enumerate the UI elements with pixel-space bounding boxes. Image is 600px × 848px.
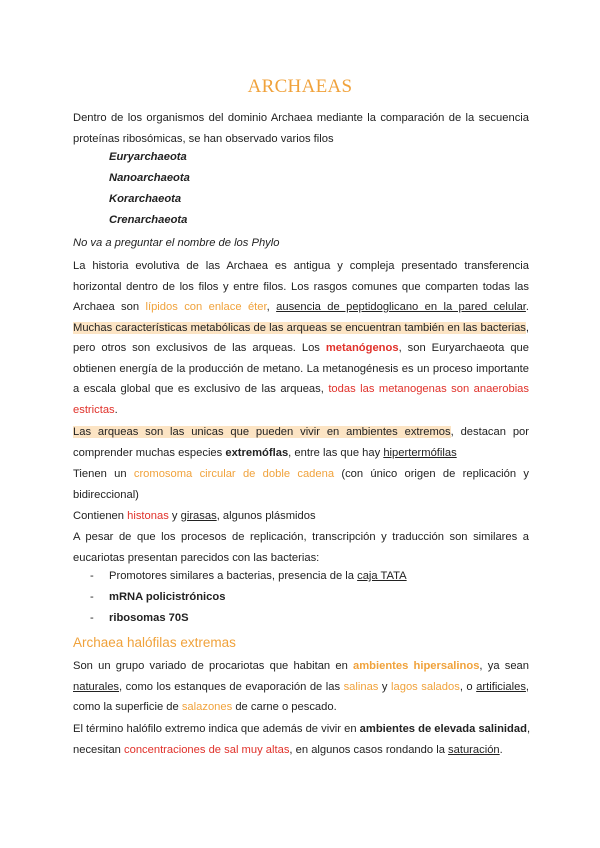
bullet-marker: - bbox=[90, 612, 94, 624]
text-span: Archaea son bbox=[73, 301, 146, 313]
intro-line: proteínas ribosómicas, se han observado varios filos bbox=[73, 132, 334, 145]
phylum-item: Nanoarchaeota bbox=[109, 172, 190, 184]
natural-term: naturales bbox=[73, 680, 120, 693]
text-span: , o bbox=[459, 680, 477, 693]
history-line bbox=[73, 338, 529, 359]
salt-lakes-term: lagos salados bbox=[391, 680, 460, 693]
text-span: (con único origen de replicación y bbox=[334, 468, 529, 480]
highlighted-text: Las arqueas son las unicas que pueden vivir en ambientes extremos bbox=[73, 426, 451, 438]
histones-term: histonas bbox=[127, 510, 169, 522]
phylum-item: Crenarchaeota bbox=[109, 214, 188, 226]
history-line bbox=[73, 297, 529, 318]
extremes-paragraph bbox=[73, 422, 529, 463]
text-span: . bbox=[499, 743, 503, 756]
bullet-marker: - bbox=[90, 591, 94, 603]
text-span: como la superficie de bbox=[73, 701, 182, 713]
text-span: comprender muchas especies bbox=[73, 446, 226, 459]
extremes-line bbox=[73, 443, 529, 464]
ether-lipids-term: lípidos con enlace éter bbox=[145, 301, 267, 313]
text-span: . bbox=[525, 301, 530, 313]
text-span: Contienen bbox=[73, 510, 128, 522]
text-span: El término halófilo extremo indica que además de vivir en bbox=[73, 723, 360, 735]
histones-line bbox=[73, 506, 529, 527]
history-line bbox=[73, 400, 529, 421]
replication-line: A pesar de que los procesos de replicación, transcripción y traducción son similares a bbox=[73, 531, 529, 543]
halophiles-line bbox=[73, 656, 529, 677]
text-span: Son un grupo variado de procariotas que habitan en bbox=[73, 660, 353, 672]
gyrases-term: girasas bbox=[180, 510, 217, 522]
text-span: necesitan bbox=[73, 743, 124, 756]
bullet-item bbox=[109, 570, 407, 582]
text-span: , como los estanques de evaporación de las bbox=[119, 680, 344, 693]
saturation-term: saturación bbox=[448, 743, 500, 756]
intro-paragraph bbox=[73, 108, 529, 149]
definition-line bbox=[73, 740, 529, 761]
salazones-term: salazones bbox=[181, 701, 233, 713]
note-text: No va a preguntar el nombre de los Phylo bbox=[73, 237, 280, 249]
page-title: ARCHAEAS bbox=[247, 76, 353, 97]
text-span: a escala global que es exclusivo de las arqueas, bbox=[73, 383, 329, 395]
halophiles-line bbox=[73, 677, 529, 698]
text-span: , ya sean bbox=[479, 660, 529, 672]
text-span: , bbox=[266, 301, 277, 313]
circular-chromosome-term: cromosoma circular de doble cadena bbox=[133, 468, 335, 480]
text-span: . bbox=[114, 403, 118, 416]
chromosome-paragraph bbox=[73, 464, 529, 505]
text-span: , bbox=[526, 723, 531, 735]
history-paragraph bbox=[73, 256, 529, 420]
phylum-item: Korarchaeota bbox=[109, 193, 182, 205]
high-salinity-term: ambientes de elevada salinidad bbox=[359, 723, 527, 735]
history-line bbox=[73, 318, 529, 339]
artificial-term: artificiales bbox=[476, 680, 526, 693]
text-span: , son Euryarchaeota que bbox=[398, 342, 530, 354]
text-span: de carne o pescado. bbox=[232, 701, 337, 713]
chromosome-line bbox=[73, 464, 529, 485]
text-span: , en algunos casos rondando la bbox=[289, 743, 449, 756]
salinas-term: salinas bbox=[343, 680, 379, 693]
anaerobic-term: todas las metanogenas son anaerobias bbox=[328, 383, 530, 395]
text-span: , destacan por bbox=[450, 426, 529, 438]
text-span: , bbox=[525, 321, 529, 334]
intro-line: Dentro de los organismos del dominio Archaea mediante la comparación de la secuencia bbox=[73, 112, 529, 124]
hyperthermophiles-term: hipertermófilas bbox=[383, 446, 457, 459]
hypersaline-term: ambientes hipersalinos bbox=[352, 660, 480, 672]
bullet-marker: - bbox=[90, 570, 94, 582]
replication-line: eucariotas presentan parecidos con las bacterias: bbox=[73, 551, 320, 564]
text-span: Tienen un bbox=[73, 468, 134, 480]
highlighted-text: Muchas características metabólicas de las arqueas se encuentran también en las bacterias bbox=[73, 321, 526, 334]
bullet-item: mRNA policistrónicos bbox=[109, 591, 226, 603]
section-heading: Archaea halófilas extremas bbox=[73, 635, 236, 650]
text-span: pero otros son exclusivos de las arqueas. Los bbox=[73, 342, 326, 354]
history-line bbox=[73, 379, 529, 400]
chromosome-line: bidireccional) bbox=[73, 488, 139, 501]
history-line: La historia evolutiva de las Archaea es antigua y compleja presentado transferencia bbox=[73, 260, 529, 272]
text-span: y bbox=[378, 680, 392, 693]
definition-line bbox=[73, 719, 529, 740]
text-span: Promotores similares a bacterias, presencia de la bbox=[109, 570, 358, 582]
no-peptidoglycan-term: ausencia de peptidoglicano en la pared celular bbox=[276, 301, 526, 313]
text-span: , algunos plásmidos bbox=[216, 510, 316, 522]
extremes-line bbox=[73, 422, 529, 443]
phylum-item: Euryarchaeota bbox=[109, 151, 187, 163]
replication-paragraph bbox=[73, 527, 529, 568]
salt-concentration-term: concentraciones de sal muy altas bbox=[124, 743, 290, 756]
text-span: , bbox=[525, 680, 530, 693]
text-span: y bbox=[168, 510, 181, 522]
tata-box-term: caja TATA bbox=[357, 570, 407, 582]
halophiles-line bbox=[73, 697, 529, 718]
bullet-item: ribosomas 70S bbox=[109, 612, 189, 624]
extremophiles-term: extremóflas bbox=[225, 446, 289, 459]
halophiles-paragraph bbox=[73, 656, 529, 718]
methanogens-term: metanógenos bbox=[325, 342, 399, 354]
history-line: horizontal dentro de los filos y entre filos. Los rasgos comunes que comparten todas las bbox=[73, 280, 529, 293]
history-line: obtienen energía de la producción de metano. La metanogénesis es un proceso importante bbox=[73, 362, 529, 375]
halophile-definition bbox=[73, 719, 529, 760]
anaerobic-term: estrictas bbox=[73, 403, 115, 416]
text-span: , entre las que hay bbox=[288, 446, 384, 459]
